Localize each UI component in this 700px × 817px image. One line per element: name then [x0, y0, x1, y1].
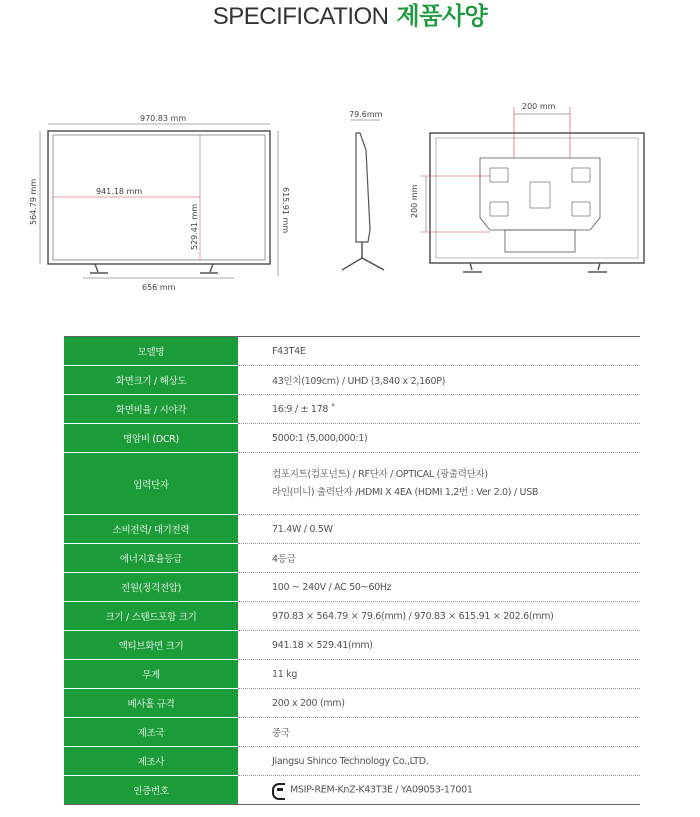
spec-value: 5000:1 (5,000,000:1) [238, 424, 640, 453]
table-row [64, 424, 640, 453]
spec-value: F43T4E [238, 337, 640, 366]
table-row [64, 602, 640, 631]
spec-label: 모델명 [64, 337, 238, 366]
title-korean: 제품사양 [396, 3, 488, 30]
spec-value-line: 라인(미니) 출력단자 /HDMI X 4EA (HDMI 1,2번 : Ver 2.0) / USB [272, 486, 539, 498]
spec-label: 인증번호 [64, 776, 238, 805]
table-row [64, 395, 640, 424]
dimension-drawing [0, 90, 700, 300]
vesa-horizontal-label: 200 mm [522, 102, 556, 111]
front-height-label: 564.79 mm [29, 178, 38, 225]
spec-value: 43인치(109cm) / UHD (3,840 x 2,160P) [238, 366, 640, 395]
table-row [64, 544, 640, 573]
spec-value [238, 776, 640, 805]
table-row [64, 718, 640, 747]
screen-height-label: 529.41 mm [190, 203, 199, 250]
front-width-label: 970.83 mm [140, 114, 187, 123]
spec-label: 화면크기 / 해상도 [64, 366, 238, 395]
spec-value [238, 453, 640, 515]
page-title [0, 0, 700, 36]
table-row [64, 776, 640, 805]
certification-number: MSIP-REM-KnZ-K43T3E / YA09053-17001 [290, 784, 473, 796]
spec-label: 제조사 [64, 747, 238, 776]
spec-value: 100 ~ 240V / AC 50~60Hz [238, 573, 640, 602]
table-row [64, 689, 640, 718]
table-row [64, 631, 640, 660]
spec-value: 71.4W / 0.5W [238, 515, 640, 544]
title-english: SPECIFICATION [212, 3, 389, 30]
spec-label: 전원(정격전압) [64, 573, 238, 602]
table-row [64, 366, 640, 395]
spec-label: 액티브화면 크기 [64, 631, 238, 660]
spec-value: 중국 [238, 718, 640, 747]
table-row [64, 573, 640, 602]
vesa-vertical-label: 200 mm [410, 184, 419, 218]
back-view [420, 107, 644, 272]
spec-label: 소비전력/ 대기전력 [64, 515, 238, 544]
spec-value: 4등급 [238, 544, 640, 573]
spec-label: 에너지효율등급 [64, 544, 238, 573]
spec-label: 입력단자 [64, 453, 238, 515]
spec-value: 200 x 200 (mm) [238, 689, 640, 718]
stand-width-label: 656 mm [142, 283, 176, 292]
table-row [64, 747, 640, 776]
side-depth-label: 79.6mm [349, 110, 383, 119]
side-view [342, 120, 384, 270]
kc-certification-icon [272, 783, 285, 797]
spec-value: Jiangsu Shinco Technology Co.,LTD. [238, 747, 640, 776]
total-height-label: 615.91 mm [281, 187, 290, 234]
spec-label: 크기 / 스탠드포함 크기 [64, 602, 238, 631]
spec-label: 베사홀 규격 [64, 689, 238, 718]
spec-label: 제조국 [64, 718, 238, 747]
screen-width-label: 941.18 mm [96, 187, 143, 196]
table-row [64, 337, 640, 366]
table-row [64, 453, 640, 515]
spec-value: 11 kg [238, 660, 640, 689]
table-row [64, 515, 640, 544]
dimension-diagram [0, 90, 700, 300]
table-row [64, 660, 640, 689]
spec-value: 970.83 × 564.79 × 79.6(mm) / 970.83 × 615.91 × 202.6(mm) [238, 602, 640, 631]
spec-label: 무게 [64, 660, 238, 689]
spec-table [64, 336, 640, 805]
spec-label: 화면비율 / 시야각 [64, 395, 238, 424]
front-view [40, 124, 278, 278]
spec-label: 명암비 (DCR) [64, 424, 238, 453]
spec-value: 941.18 × 529.41(mm) [238, 631, 640, 660]
spec-value: 16:9 / ± 178 ˚ [238, 395, 640, 424]
spec-value-line: 컴포지트(컴포넌트) / RF단자 / OPTICAL (광출력단자) [272, 468, 488, 480]
